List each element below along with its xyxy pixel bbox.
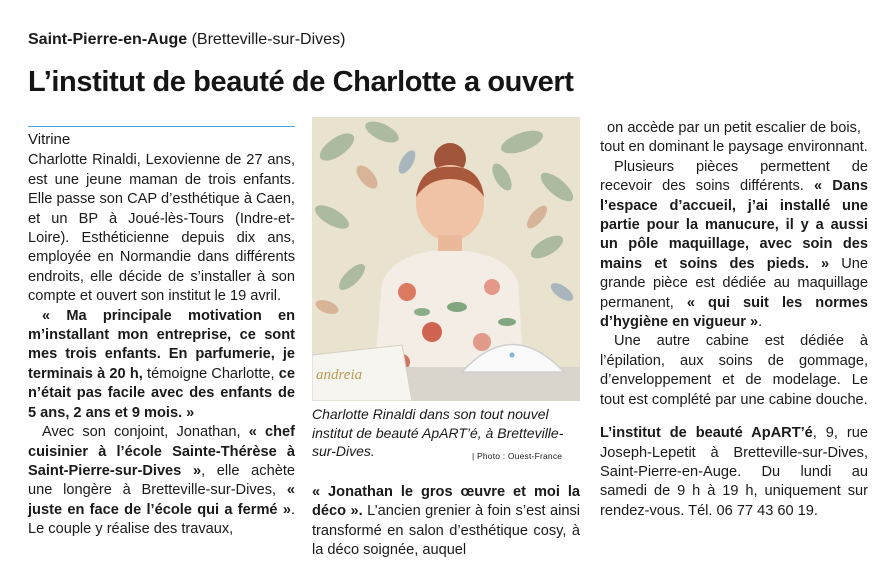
quote-attribution: témoigne Charlotte, bbox=[142, 365, 279, 382]
rubric-label: Vitrine bbox=[28, 126, 295, 149]
column-right bbox=[600, 119, 868, 521]
paragraph-couple bbox=[28, 423, 295, 539]
paragraph-rooms bbox=[600, 158, 868, 333]
rooms-text-a: Plusieurs pièces permettent de recevoir des soins différents. bbox=[600, 158, 868, 195]
rooms-text-b: Une grande pièce est dédiée au maquillage permanent, bbox=[600, 255, 868, 311]
contact-details: , 9, rue Joseph-Lepetit à Bretteville-sur-Dives, Saint-Pierre-en-Auge. Du lundi au samedi de 9 h à 19 h, uniquement sur rendez-vous. Tél. 06 77 43 60 19. bbox=[600, 425, 868, 519]
rooms-quote-1: « Dans l’espace d’accueil, j’ai installé une partie pour la manucure, il y a aussi un pôle maquillage, avec soin des mains et soins des pieds. » bbox=[600, 178, 868, 272]
deco-text: L’ancien grenier à foin s’est ainsi transformé en salon d’esthétique cosy, à la déco soignée, auquel bbox=[312, 503, 580, 559]
quote-part-1: « Ma principale motivation en m’installant mon entreprise, ce sont mes trois enfants. En parfumerie, je terminais à 20 h, bbox=[28, 307, 295, 382]
rooms-quote-2: « qui suit les normes d’hygiène en vigueur » bbox=[600, 294, 868, 331]
photo-illustration bbox=[312, 117, 580, 401]
article-headline: L’institut de beauté de Charlotte a ouvert bbox=[28, 66, 574, 98]
article-photo bbox=[312, 117, 580, 401]
couple-text-a: Avec son conjoint, Jonathan, bbox=[42, 424, 249, 441]
caption-text: Charlotte Rinaldi dans son tout nouvel institut de beauté ApART’é, à Bretteville-sur-Dives. bbox=[312, 406, 564, 459]
kicker-subplace: (Bretteville-sur-Dives) bbox=[191, 31, 346, 48]
couple-text-c: , elle achète une longère à Bretteville-sur-Dives, bbox=[28, 462, 295, 499]
deco-quote: « Jonathan le gros œuvre et moi la déco ». bbox=[312, 484, 580, 520]
column-middle bbox=[312, 483, 580, 561]
paragraph-contact bbox=[600, 424, 868, 521]
paragraph-cabin: Une autre cabine est dédiée à l’épilation, aux soins de gommage, d’enveloppement et de modelage. Le tout est complété par une cabine douche. bbox=[600, 333, 868, 408]
quote-part-2: ce n’était pas facile avec des enfants de 5 ans, 2 ans et 9 mois. » bbox=[28, 365, 295, 421]
contact-name: L’institut de beauté ApART’é bbox=[600, 425, 813, 442]
kicker-place: Saint-Pierre-en-Auge bbox=[28, 31, 188, 48]
paragraph-deco bbox=[312, 483, 580, 561]
couple-quote-b: « chef cuisinier à l’école Sainte-Thérèse à Saint-Pierre-sur-Dives » bbox=[28, 424, 295, 479]
paragraph-quote bbox=[28, 307, 295, 423]
paragraph-intro: Charlotte Rinaldi, Lexovienne de 27 ans, est une jeune maman de trois enfants. Elle passe son CAP d’esthétique à Caen, et un BP à Joué-lès-Tours (Indre-et-Loire). Esthéticienne depuis dix ans, employée en Normandie dans différents endroits, elle décide de s’installer à son compte et ouvert son institut le 19 avril. bbox=[28, 152, 295, 305]
photo-credit: | Photo : Ouest-France bbox=[472, 451, 563, 461]
rooms-text-c: . bbox=[758, 314, 763, 331]
section-kicker bbox=[28, 31, 345, 49]
spacer bbox=[600, 410, 868, 424]
box-lettering: andreia bbox=[316, 367, 363, 383]
paragraph-stairs: on accède par un petit escalier de bois, tout en dominant le paysage environnant. bbox=[600, 120, 868, 156]
couple-quote-d: « juste en face de l’école qui a fermé » bbox=[28, 482, 295, 518]
couple-text-e: . Le couple y réalise des travaux, bbox=[28, 501, 295, 538]
column-left bbox=[28, 126, 295, 540]
